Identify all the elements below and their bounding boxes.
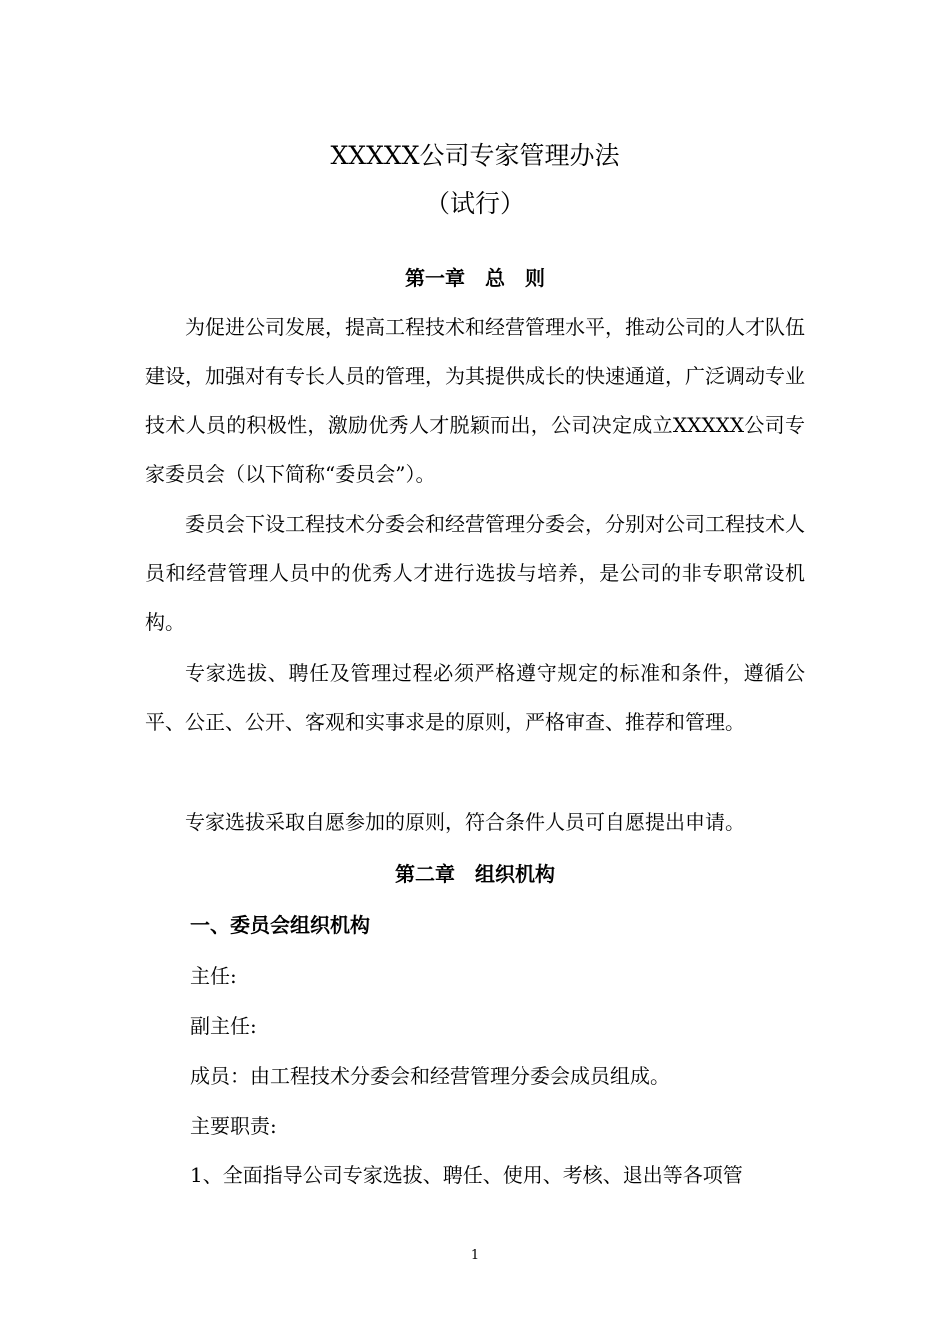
list-item: 主任: bbox=[190, 964, 237, 988]
paragraph: 专家选拔采取自愿参加的原则，符合条件人员可自愿提出申请。 bbox=[185, 810, 745, 834]
page-number: 1 bbox=[470, 1248, 480, 1263]
list-item: 副主任: bbox=[190, 1014, 257, 1038]
chapter-1-heading: 第一章 总 则 bbox=[405, 266, 545, 290]
document-subtitle: （试行） bbox=[424, 189, 525, 218]
list-item: 成员：由工程技术分委会和经营管理分委会成员组成。 bbox=[190, 1064, 670, 1088]
list-item: 1、全面指导公司专家选拔、聘任、使用、考核、退出等各项管 bbox=[190, 1163, 743, 1187]
list-item: 主要职责: bbox=[190, 1114, 277, 1138]
chapter-2-heading: 第二章 组织机构 bbox=[395, 862, 555, 886]
paragraph: 委员会下设工程技术分委会和经营管理分委会，分别对公司工程技术人员和经营管理人员中的优秀人才进行选拔与培养，是公司的非专职常设机构。 bbox=[145, 512, 805, 634]
document-title: XXXXX公司专家管理办法 bbox=[330, 141, 620, 170]
paragraph: 为促进公司发展，提高工程技术和经营管理水平，推动公司的人才队伍建设，加强对有专长人员的管理，为其提供成长的快速通道，广泛调动专业技术人员的积极性，激励优秀人才脱颖而出，公司决定成立XXXXX公司专家委员会（以下简称“委员会”）。 bbox=[145, 315, 805, 486]
paragraph: 专家选拔、聘任及管理过程必须严格遵守规定的标准和条件，遵循公平、公正、公开、客观和实事求是的原则，严格审查、推荐和管理。 bbox=[145, 661, 805, 734]
section-heading: 一、委员会组织机构 bbox=[190, 913, 370, 937]
